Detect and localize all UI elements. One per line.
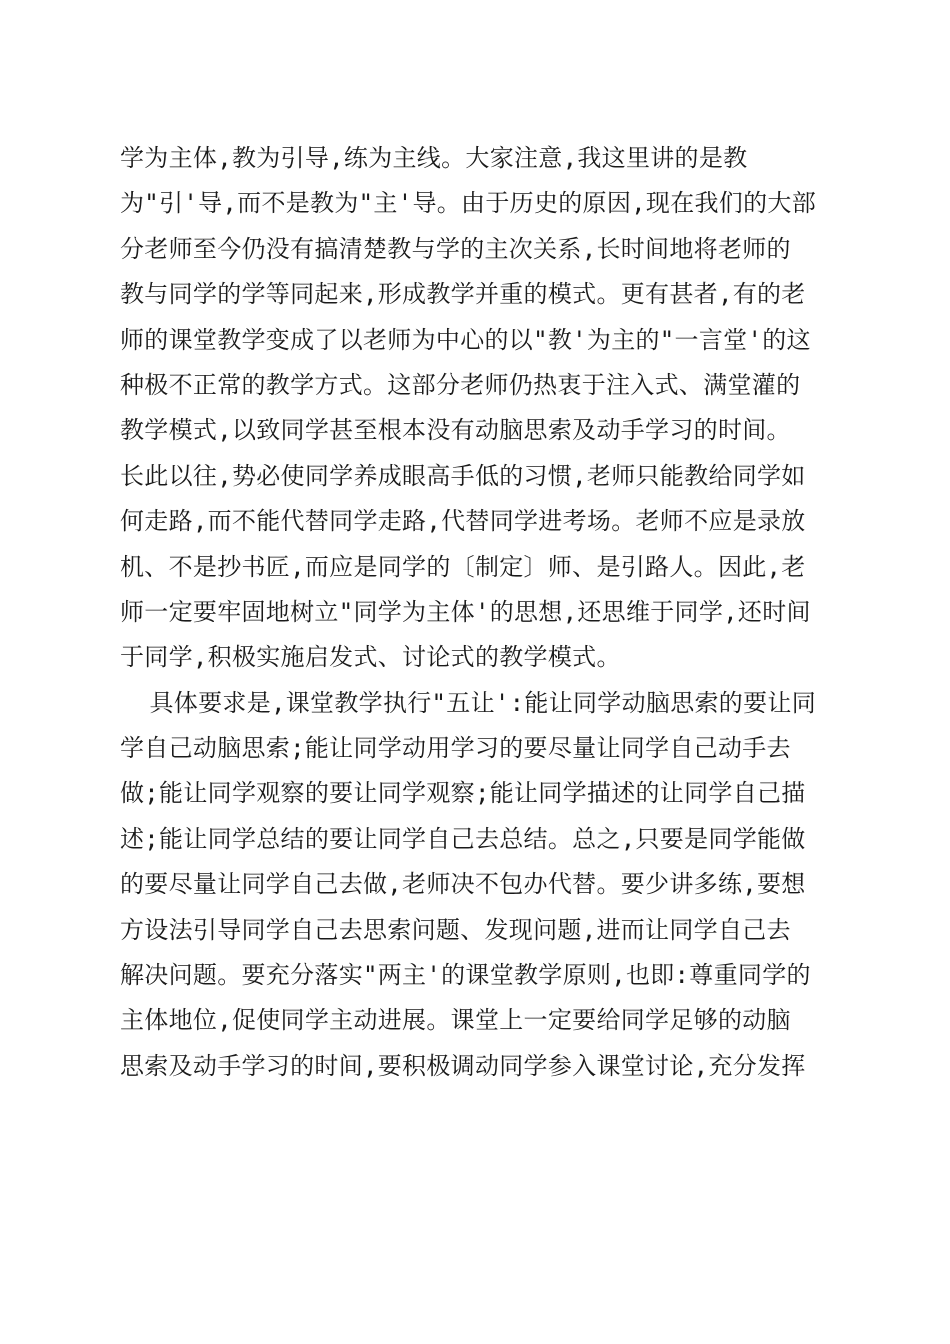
body-text bbox=[120, 146, 840, 1099]
text-line: 述;能让同学总结的要让同学自己去总结。总之,只要是同学能做 bbox=[120, 824, 806, 853]
text-line: 主体地位,促使同学主动进展。课堂上一定要给同学足够的动脑 bbox=[120, 1006, 791, 1035]
text-line: 师的课堂教学变成了以老师为中心的以"教'为主的"一言堂'的这 bbox=[120, 325, 811, 354]
text-line: 何走路,而不能代替同学走路,代替同学进考场。老师不应是录放 bbox=[120, 507, 806, 536]
text-line: 的要尽量让同学自己去做,老师决不包办代替。要少讲多练,要想 bbox=[120, 870, 806, 899]
text-line: 学自己动脑思索;能让同学动用学习的要尽量让同学自己动手去 bbox=[120, 734, 791, 763]
text-line: 学为主体,教为引导,练为主线。大家注意,我这里讲的是教 bbox=[120, 144, 748, 172]
text-line: 为"引'导,而不是教为"主'导。由于历史的原因,现在我们的大部 bbox=[120, 189, 816, 218]
text-line: 长此以往,势必使同学养成眼高手低的习惯,老师只能教给同学如 bbox=[120, 461, 806, 490]
text-line: 思索及动手学习的时间,要积极调动同学参入课堂讨论,充分发挥 bbox=[120, 1051, 806, 1080]
text-line: 具体要求是,课堂教学执行"五让':能让同学动脑思索的要让同 bbox=[120, 688, 816, 717]
text-line: 方设法引导同学自己去思索问题、发现问题,进而让同学自己去 bbox=[120, 915, 791, 944]
text-line: 种极不正常的教学方式。这部分老师仍热衷于注入式、满堂灌的 bbox=[120, 370, 801, 399]
text-line: 分老师至今仍没有搞清楚教与学的主次关系,长时间地将老师的 bbox=[120, 234, 791, 263]
text-line: 解决问题。要充分落实"两主'的课堂教学原则,也即:尊重同学的 bbox=[120, 961, 811, 990]
text-line: 做;能让同学观察的要让同学观察;能让同学描述的让同学自己描 bbox=[120, 779, 806, 808]
text-line: 教学模式,以致同学甚至根本没有动脑思索及动手学习的时间。 bbox=[120, 416, 791, 445]
text-line: 机、不是抄书匠,而应是同学的〔制定〕师、是引路人。因此,老 bbox=[120, 552, 806, 581]
text-line: 于同学,积极实施启发式、讨论式的教学模式。 bbox=[120, 643, 621, 672]
text-line: 教与同学的学等同起来,形成教学并重的模式。更有甚者,有的老 bbox=[120, 280, 806, 309]
text-line: 师一定要牢固地树立"同学为主体'的思想,还思维于同学,还时间 bbox=[120, 597, 811, 626]
